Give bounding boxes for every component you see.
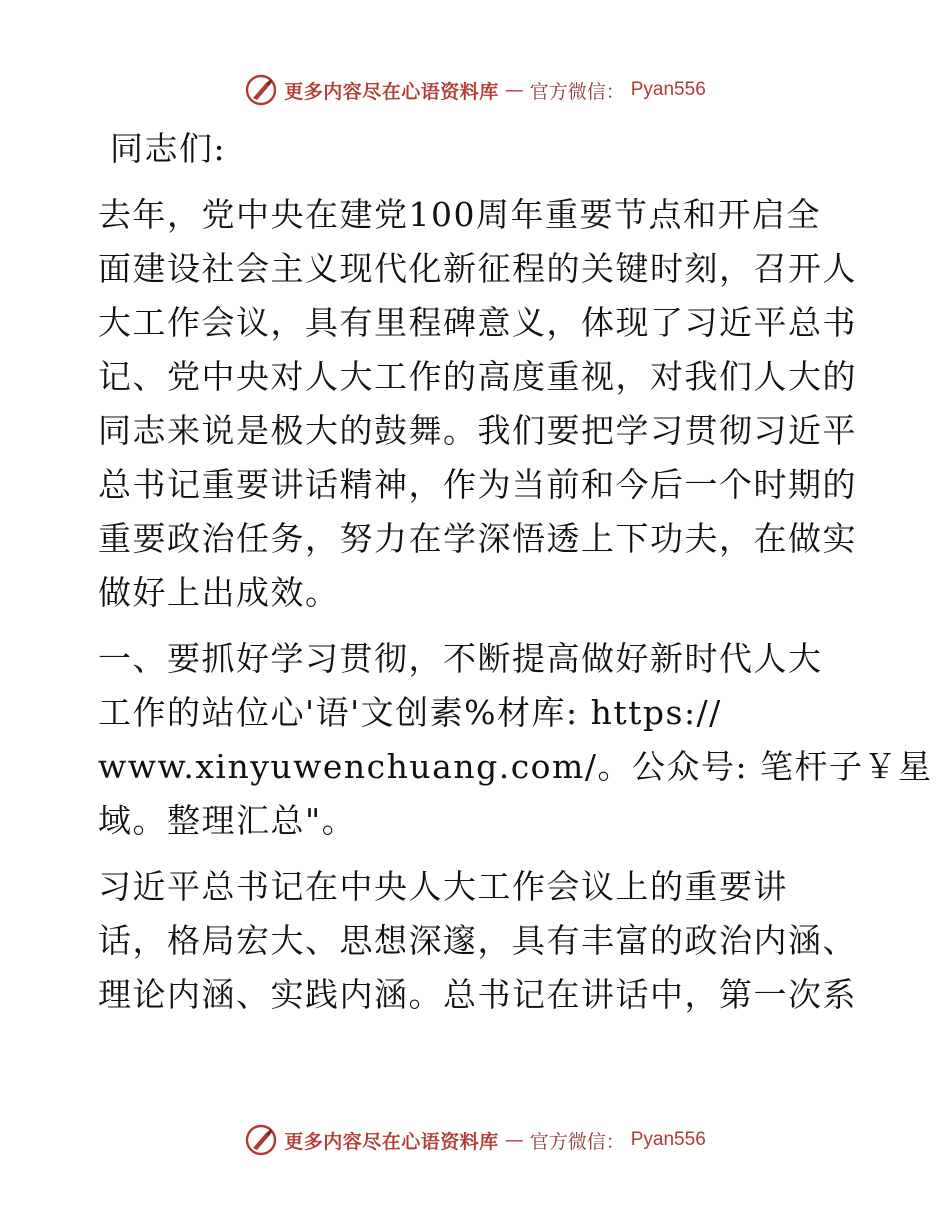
banner-slogan: 更多内容尽在心语资料库 xyxy=(284,1130,499,1153)
salutation: 同志们: xyxy=(110,129,227,168)
section-heading-line: 一、要抓好学习贯彻，不断提高做好新时代人大 xyxy=(98,639,823,678)
paragraph-line: 话，格局宏大、思想深邃，具有丰富的政治内涵、 xyxy=(98,921,857,960)
footer-banner xyxy=(0,1120,950,1160)
quill-pen-logo-icon xyxy=(244,73,278,107)
header-banner xyxy=(0,70,950,110)
paragraph-1 xyxy=(98,188,858,620)
paragraph-line: www.xinyuwenchuang.com/。公众号: 笔杆子￥星 xyxy=(98,747,933,786)
banner-wechat-id: Pyan556 xyxy=(630,79,706,100)
paragraph-2 xyxy=(98,632,933,848)
quill-pen-logo-icon xyxy=(244,1123,278,1157)
paragraph-line: 工作的站位心'语'文创素%材库: https:// xyxy=(98,693,722,732)
banner-official-label: 官方微信： xyxy=(529,1130,625,1153)
banner-separator: — xyxy=(504,1129,524,1151)
paragraph-line: 总书记重要讲话精神，作为当前和今后一个时期的 xyxy=(98,465,857,504)
paragraph-line: 理论内涵、实践内涵。总书记在讲话中，第一次系 xyxy=(98,975,857,1014)
paragraph-line: 做好上出成效。 xyxy=(98,573,340,612)
paragraph-3 xyxy=(98,860,858,1022)
paragraph-line: 习近平总书记在中央人大工作会议上的重要讲 xyxy=(98,867,788,906)
banner-separator: — xyxy=(504,79,524,101)
paragraph-line: 记、党中央对人大工作的高度重视，对我们人大的 xyxy=(98,357,857,396)
paragraph-line: 大工作会议，具有里程碑意义，体现了习近平总书 xyxy=(98,303,857,342)
paragraph-line: 同志来说是极大的鼓舞。我们要把学习贯彻习近平 xyxy=(98,411,857,450)
paragraph-line: 面建设社会主义现代化新征程的关键时刻，召开人 xyxy=(98,249,857,288)
document-body xyxy=(98,122,933,1022)
banner-wechat-id: Pyan556 xyxy=(630,1129,706,1150)
paragraph-line: 重要政治任务，努力在学深悟透上下功夫，在做实 xyxy=(98,519,857,558)
banner-official-label: 官方微信： xyxy=(529,80,625,103)
paragraph-line: 去年，党中央在建党100周年重要节点和开启全 xyxy=(98,195,821,234)
banner-slogan: 更多内容尽在心语资料库 xyxy=(284,80,499,103)
paragraph-line: 域。整理汇总"。 xyxy=(98,801,357,840)
